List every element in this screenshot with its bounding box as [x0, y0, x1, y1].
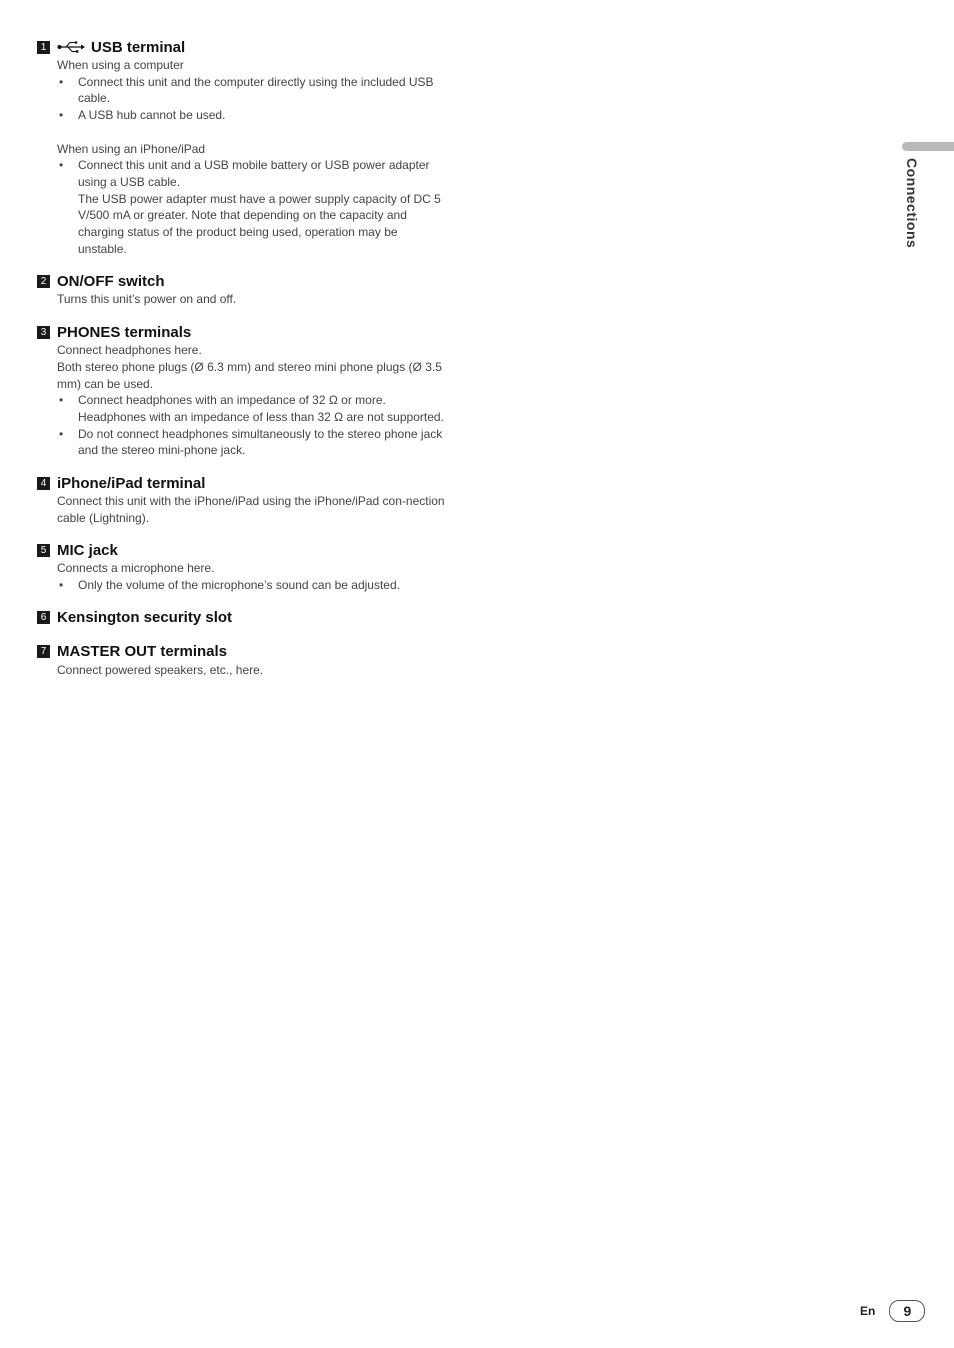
body-line: Connect this unit with the iPhone/iPad using the iPhone/iPad con-nection cable (Lightning). [57, 494, 445, 525]
section-title: USB terminal [91, 38, 186, 56]
section-number: 4 [37, 477, 50, 490]
section-phones-terminals [37, 322, 449, 459]
bullet-item: • Connect this unit and the computer directly using the included USB cable. [57, 74, 449, 107]
section-usb-terminal [37, 37, 449, 257]
section-title: PHONES terminals [57, 323, 192, 341]
side-tab [904, 158, 928, 268]
section-heading [37, 322, 449, 342]
body-line: Both stereo phone plugs (Ø 6.3 mm) and stereo mini phone plugs (Ø 3.5 mm) can be used. [57, 359, 442, 391]
section-body [37, 342, 449, 459]
bullet-note: The USB power adapter must have a power supply capacity of DC 5 V/500 mA or greater. Note that depending on the capacity and charging status of the product being used, operation may be unstable. [78, 191, 441, 256]
body-line: Connects a microphone here. [57, 561, 215, 576]
section-body [37, 662, 449, 679]
section-title: ON/OFF switch [57, 272, 165, 290]
section-title: iPhone/iPad terminal [57, 474, 206, 492]
bullet-text: • Connect headphones with an impedance of 32 Ω or more. [78, 393, 386, 408]
section-body [37, 291, 449, 308]
document-body [37, 37, 449, 693]
section-heading [37, 642, 449, 662]
bullet-item: • A USB hub cannot be used. [57, 107, 449, 124]
body-line: Turns this unit’s power on and off. [57, 292, 237, 307]
bullet-list [57, 157, 449, 257]
section-number: 5 [37, 544, 50, 557]
spacer [57, 124, 449, 141]
section-number: 6 [37, 611, 50, 624]
section-title: Kensington security slot [57, 609, 233, 627]
bullet-list [57, 577, 449, 594]
body-line: Connect powered speakers, etc., here. [57, 662, 264, 677]
section-body [37, 493, 449, 526]
bullet-item [57, 157, 449, 257]
section-kensington-slot [37, 608, 449, 628]
section-heading [37, 271, 449, 291]
section-master-out-terminals [37, 642, 449, 679]
bullet-item: • Do not connect headphones simultaneously to the stereo phone jack and the stereo mini-phone jack. [57, 426, 449, 459]
section-number: 1 [37, 41, 50, 54]
section-heading [37, 608, 449, 628]
section-body [37, 560, 449, 593]
section-mic-jack [37, 540, 449, 593]
bullet-item [57, 392, 449, 425]
bullet-list [57, 392, 449, 459]
language-label: En [860, 1304, 876, 1318]
section-heading [37, 540, 449, 560]
group-intro: When using a computer [57, 58, 184, 72]
body-line: Connect headphones here. [57, 343, 202, 358]
group-intro: When using an iPhone/iPad [57, 141, 206, 156]
usb-icon [57, 41, 85, 53]
bullet-note: Headphones with an impedance of less than 32 Ω are not supported. [78, 409, 444, 424]
bullet-list [57, 74, 449, 124]
section-number: 7 [37, 645, 50, 658]
section-heading [37, 37, 449, 57]
bullet-text: • Connect this unit and a USB mobile battery or USB power adapter using a USB cable. [78, 158, 430, 189]
page-number: 9 [889, 1300, 925, 1322]
section-iphone-ipad-terminal [37, 473, 449, 526]
bullet-item: • Only the volume of the microphone’s sound can be adjusted. [57, 577, 449, 594]
section-number: 2 [37, 275, 50, 288]
section-heading [37, 473, 449, 493]
section-body [37, 57, 449, 257]
section-on-off-switch [37, 271, 449, 308]
side-tab-label: Connections [904, 158, 920, 249]
side-tab-bar [902, 142, 954, 151]
section-title: MASTER OUT terminals [57, 643, 228, 661]
section-title: MIC jack [57, 541, 118, 559]
page-footer [860, 1300, 925, 1322]
section-number: 3 [37, 326, 50, 339]
